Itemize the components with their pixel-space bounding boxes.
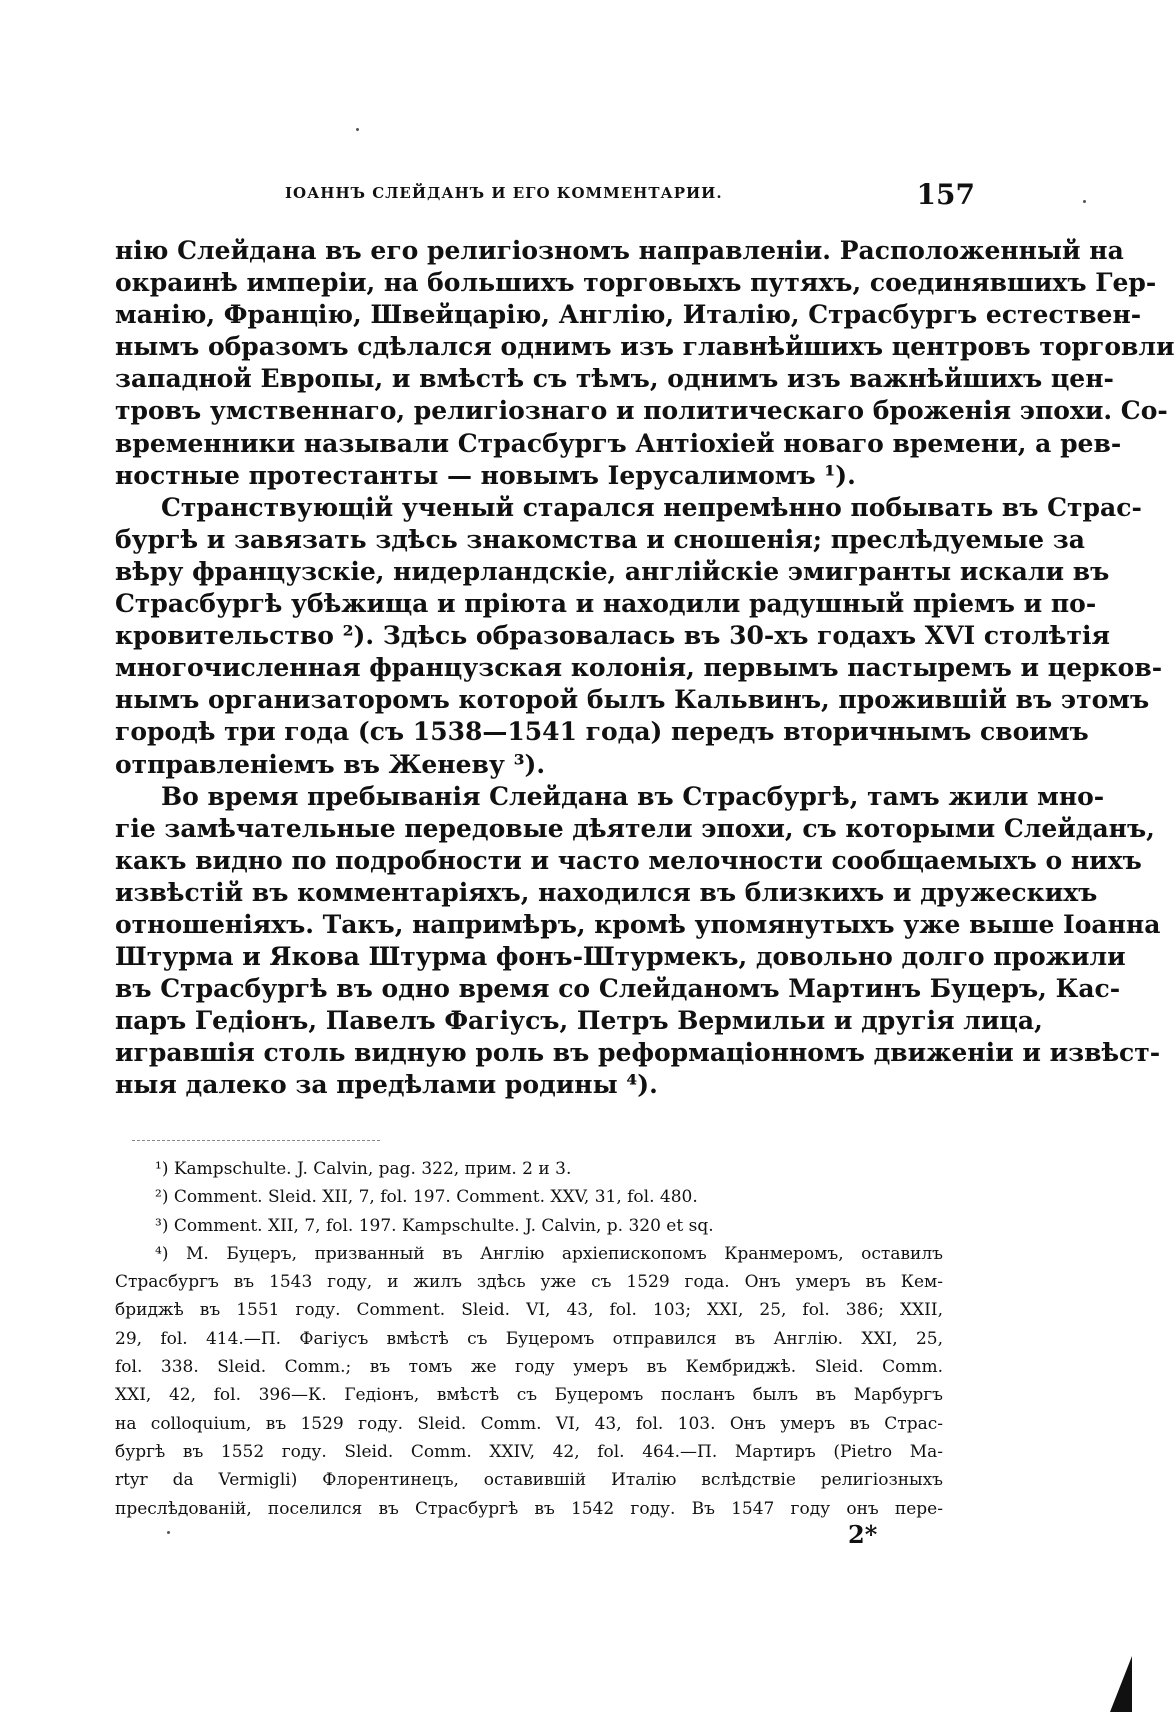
main-text (115, 235, 1175, 1102)
text-line: бургѣ и завязать здѣсь знакомства и сношенія; преслѣдуемые за (115, 524, 1085, 554)
text-line: ныя далеко за предѣлами родины ⁴). (115, 1070, 658, 1100)
scan-speck (356, 128, 359, 131)
text-line: Страсбургѣ убѣжища и пріюта и находили радушный пріемъ и по- (115, 589, 1097, 619)
corner-mark (1110, 1656, 1132, 1712)
text-line: игравшія столь видную роль въ реформаціонномъ движеніи и извѣст- (115, 1038, 1161, 1068)
footnote-line: 29, fol. 414.—П. Фагіусъ вмѣстѣ съ Буцеромъ отправился въ Англію. XXI, 25, (115, 1328, 943, 1349)
footnote-line: rtyr da Vermigli) Флорентинецъ, оставившій Италію вслѣдствіе религіозныхъ (115, 1470, 943, 1491)
text-line: нымъ организаторомъ которой былъ Кальвинъ, прожившій въ этомъ (115, 685, 1150, 715)
footnote-line: ³) Comment. XII, 7, fol. 197. Kampschulte. J. Calvin, p. 320 et sq. (155, 1215, 714, 1236)
text-line: извѣстій въ комментаріяхъ, находился въ близкихъ и дружескихъ (115, 877, 1098, 907)
text-line: Во время пребыванія Слейдана въ Страсбургѣ, тамъ жили мно- (161, 781, 1105, 811)
scan-speck (1083, 200, 1086, 203)
text-line: Странствующій ученый старался непремѣнно побывать въ Страс- (161, 492, 1142, 522)
scan-speck (167, 1531, 170, 1534)
text-line: окраинѣ имперіи, на большихъ торговыхъ путяхъ, соединявшихъ Гер- (115, 268, 1157, 298)
footnote-line: бургѣ въ 1552 году. Sleid. Comm. XXIV, 42, fol. 464.—П. Мартиръ (Pietro Ma- (115, 1441, 943, 1462)
footnote-line: ²) Comment. Sleid. XII, 7, fol. 197. Comment. XXV, 31, fol. 480. (155, 1187, 698, 1208)
text-line: нію Слейдана въ его религіозномъ направленіи. Расположенный на (115, 236, 1124, 265)
text-line: гіе замѣчательные передовые дѣятели эпохи, съ которыми Слейданъ, (115, 813, 1155, 843)
footnote-line: ¹) Kampschulte. J. Calvin, pag. 322, прим. 2 и 3. (155, 1159, 572, 1179)
footnote-line: преслѣдованій, поселился въ Страсбургѣ въ 1542 году. Въ 1547 году онъ пере- (115, 1498, 943, 1519)
text-line: кровительство ²). Здѣсь образовалась въ 30-хъ годахъ XVI столѣтія (115, 621, 1110, 651)
running-title: ІОАННЪ СЛЕЙДАНЪ И ЕГО КОММЕНТАРИИ. (285, 184, 723, 202)
footnote-line: Страсбургъ въ 1543 году, и жилъ здѣсь уже съ 1529 года. Онъ умеръ въ Кем- (115, 1272, 943, 1293)
footnote-line: ⁴) М. Буцеръ, призванный въ Англію архіепископомъ Кранмеромъ, оставилъ (155, 1243, 943, 1264)
text-line: городѣ три года (съ 1538—1541 года) передъ вторичнымъ своимъ (115, 717, 1089, 747)
footnote-line: бриджѣ въ 1551 году. Comment. Sleid. VI, 43, fol. 103; XXI, 25, fol. 386; XXII, (115, 1300, 943, 1321)
text-line: многочисленная французская колонія, первымъ пастыремъ и церков- (115, 653, 1163, 683)
page-number: 157 (916, 178, 975, 211)
text-line: отправленіемъ въ Женеву ³). (115, 749, 546, 779)
text-line: въ Страсбургѣ въ одно время со Слейданомъ Мартинъ Буцеръ, Кас- (115, 974, 1121, 1004)
text-line: нымъ образомъ сдѣлался однимъ изъ главнѣйшихъ центровъ торговли (115, 332, 1175, 362)
page-header (115, 178, 975, 218)
text-line: паръ Гедіонъ, Павелъ Фагіусъ, Петръ Вермильи и другія лица, (115, 1006, 1043, 1036)
text-line: манію, Францію, Швейцарію, Англію, Италію, Страсбургъ естествен- (115, 300, 1142, 330)
text-line: какъ видно по подробности и часто мелочности сообщаемыхъ о нихъ (115, 845, 1142, 875)
footnote-separator (132, 1140, 380, 1141)
text-line: тровъ умственнаго, религіознаго и политическаго броженія эпохи. Со- (115, 396, 1168, 426)
text-line: временники называли Страсбургъ Антіохіей новаго времени, а рев- (115, 428, 1122, 458)
footnote-line: на colloquium, въ 1529 году. Sleid. Comm. VI, 43, fol. 103. Онъ умеръ въ Страс- (115, 1413, 943, 1434)
text-line: ностные протестанты — новымъ Іерусалимомъ ¹). (115, 460, 856, 490)
footnotes (115, 1155, 943, 1523)
text-line: отношеніяхъ. Такъ, напримѣръ, кромѣ упомянутыхъ уже выше Іоанна (115, 909, 1161, 939)
text-line: западной Европы, и вмѣстѣ съ тѣмъ, однимъ изъ важнѣйшихъ цен- (115, 364, 1114, 394)
text-line: вѣру французскіе, нидерландскіе, англійскіе эмигранты искали въ (115, 556, 1110, 586)
text-line: Штурма и Якова Штурма фонъ-Штурмекъ, довольно долго прожили (115, 942, 1126, 972)
signature-mark: 2* (848, 1520, 878, 1549)
footnote-line: XXI, 42, fol. 396—К. Гедіонъ, вмѣстѣ съ Буцеромъ посланъ былъ въ Марбургъ (115, 1385, 943, 1406)
footnote-line: fol. 338. Sleid. Comm.; въ томъ же году умеръ въ Кембриджѣ. Sleid. Comm. (115, 1357, 943, 1378)
